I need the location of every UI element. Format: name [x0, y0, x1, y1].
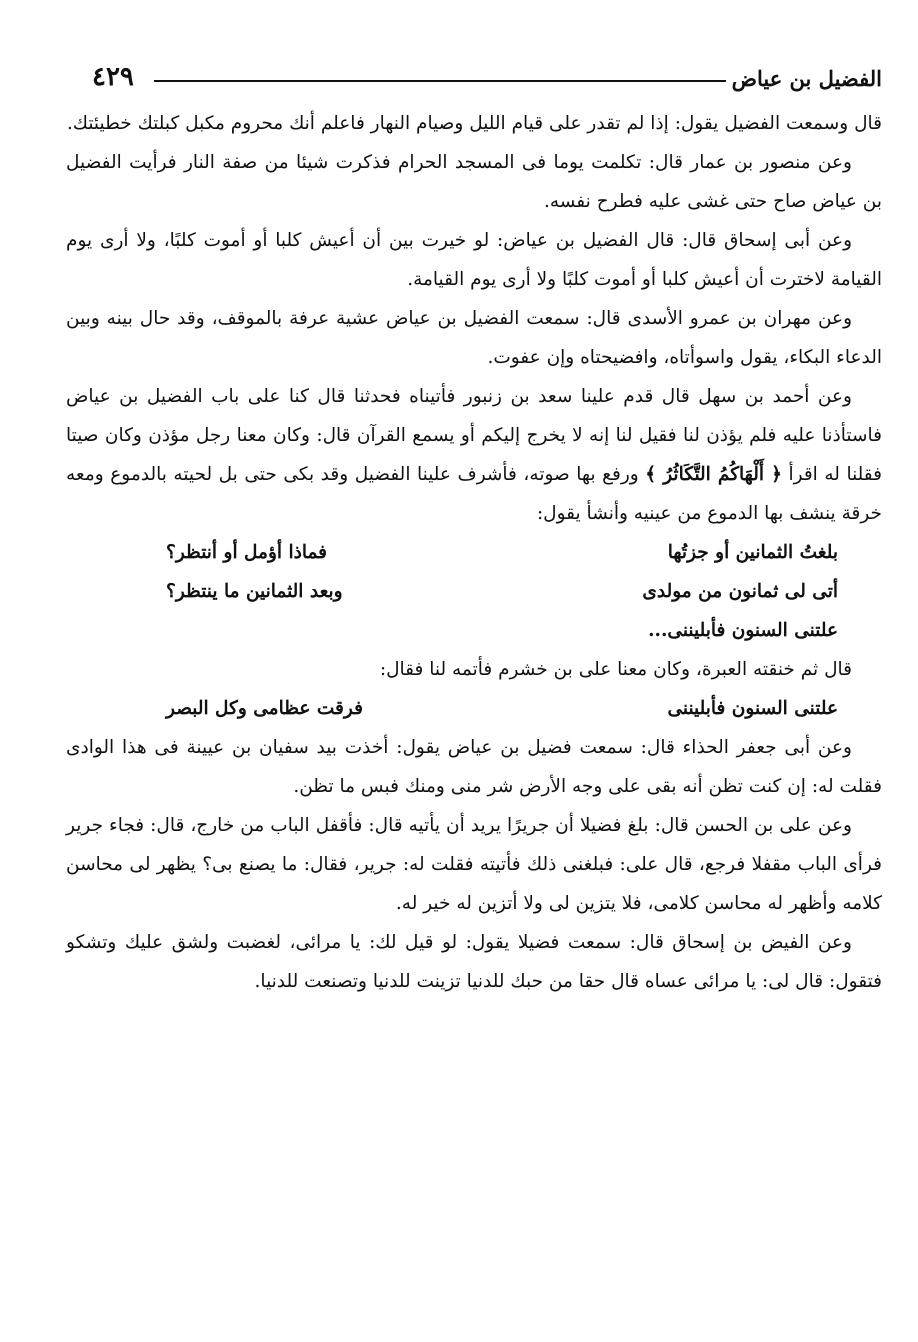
- poem-verse: [66, 533, 882, 572]
- paragraph: وعن منصور بن عمار قال: تكلمت يوما فى المسجد الحرام فذكرت شيئا من صفة النار فرأيت الفضيل بن عياض صاح حتى غشى عليه فطرح نفسه.: [66, 152, 882, 212]
- verse-hemistich: فرقت عظامى وكل البصر: [166, 698, 363, 719]
- quran-verse: ﴿ أَلْهَاكُمُ التَّكَاثُرُ ﴾: [645, 464, 782, 485]
- verse-hemistich: بلغتُ الثمانين أو جزتُها: [667, 542, 838, 563]
- story-text: ورفع بها صوته، فأشرف علينا الفضيل وقد بكى حتى بل لحيته بالدموع ومعه خرقة ينشف بها الدموع من عينيه وأنشأ يقول:: [66, 464, 882, 524]
- paragraph: وعن مهران بن عمرو الأسدى قال: سمعت الفضيل بن عياض عشية عرفة بالموقف، وقد حال بينه وبين الدعاء البكاء، يقول واسوأتاه، وافضيحتاه وإن عفوت.: [66, 308, 882, 368]
- paragraph: قال ثم خنقته العبرة، وكان معنا على بن خشرم فأتمه لنا فقال:: [379, 659, 852, 680]
- page-header: [92, 62, 882, 98]
- paragraph: وعن على بن الحسن قال: بلغ فضيلا أن جريرًا يريد أن يأتيه قال: فأقفل الباب من خارج، قال: فجاء جرير فرأى الباب مقفلا فرجع، قال على: فبلغنى ذلك فأتيته فقلت له: جرير، فقال: ما يصنع بى؟ يظهر لى محاسن كلامه وأظهر له محاسن كلامى، فلا يتزين لى ولا أتزين له خير له.: [66, 815, 882, 914]
- page-body: [66, 104, 882, 1001]
- paragraph: وعن أبى جعفر الحذاء قال: سمعت فضيل بن عياض يقول: أخذت بيد سفيان بن عيينة فى هذا الوادى فقلت له: إن كنت تظن أنه بقى على وجه الأرض شر منى ومنك فبس ما تظن.: [66, 737, 882, 797]
- paragraph: قال وسمعت الفضيل يقول: إذا لم تقدر على قيام الليل وصيام النهار فاعلم أنك محروم مكبل كبلتك خطيئتك.: [66, 113, 882, 134]
- verse-hemistich: وبعد الثمانين ما ينتظر؟: [166, 581, 343, 602]
- paragraph-story: [66, 377, 882, 533]
- paragraph: وعن أبى إسحاق قال: قال الفضيل بن عياض: لو خيرت بين أن أعيش كلبا أو أموت كلبًا، ولا أرى يوم القيامة لاخترت أن أعيش كلبا أو أموت كلبًا ولا أرى يوم القيامة.: [66, 230, 882, 290]
- verse-hemistich: فماذا أؤمل أو أنتظر؟: [166, 542, 328, 563]
- poem-verse: [66, 572, 882, 611]
- verse-hemistich: أتى لى ثمانون من مولدى: [642, 581, 838, 602]
- running-title: الفضيل بن عياض: [731, 66, 882, 91]
- header-rule: [154, 80, 726, 82]
- story-text: وعن أحمد بن سهل قال قدم علينا سعد بن زنبور فأتيناه فحدثنا قال كنا على باب الفضيل بن عياض فاستأذنا عليه فلم يؤذن لنا فقيل لنا إنه لا يخرج إليكم أو يسمع القرآن قال: وكان معنا رجل مؤذن وكان صيتا فقلنا له اقرأ: [66, 386, 883, 485]
- verse-hemistich: علتنى السنون فأبليننى: [667, 698, 838, 719]
- page-number: ٤٢٩: [92, 62, 134, 92]
- paragraph: وعن الفيض بن إسحاق قال: سمعت فضيلا يقول: لو قيل لك: يا مرائى، لغضبت ولشق عليك وتشكو فتقول: قال لى: يا مرائى عساه قال حقا من حبك للدنيا تزينت للدنيا وتصنعت للدنيا.: [66, 932, 882, 992]
- verse-hemistich: علتنى السنون فأبليننى...: [648, 620, 838, 641]
- poem-verse: [66, 689, 882, 728]
- poem-verse-tail: [66, 611, 882, 650]
